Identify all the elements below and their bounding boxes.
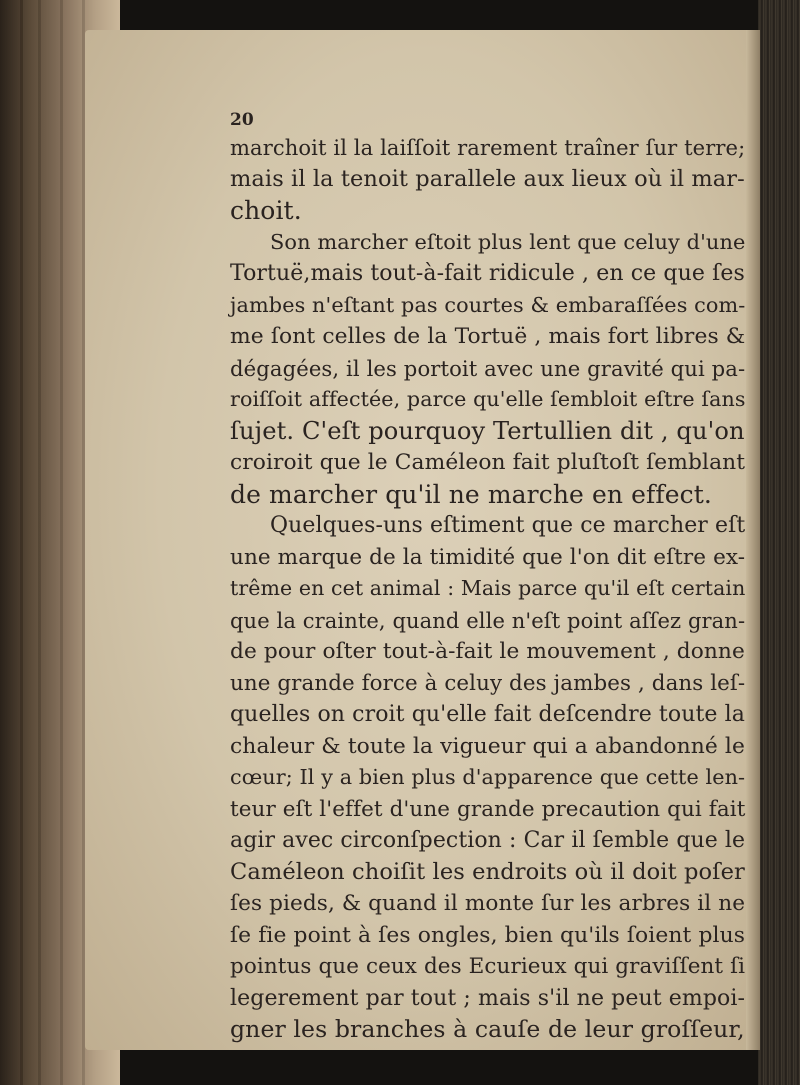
text-line: croiroit que le Caméleon fait pluſtoſt ſemblant (230, 450, 746, 475)
text-line: mais il la tenoit parallele aux lieux où il mar- (230, 165, 745, 192)
text-line: jambes n'eſtant pas courtes & embaraſſées com- (230, 292, 746, 317)
text-line: marchoit il la laiſſoit rarement traîner ſur terre; (230, 135, 746, 160)
text-line: quelles on croit qu'elle fait deſcendre toute la (230, 702, 745, 727)
text-line: ſes pieds, & quand il monte ſur les arbres il ne (230, 891, 746, 916)
page-number: 20 (230, 110, 254, 130)
text-line: Quelques-uns eſtiment que ce marcher eſt (270, 513, 746, 538)
page-body-text (230, 108, 750, 1046)
text-line: trême en cet animal : Mais parce qu'il eſt certain (230, 576, 746, 600)
text-line: que la crainte, quand elle n'eſt point aſſez gran- (230, 607, 746, 633)
text-line: Caméleon choiſit les endroits où il doit poſer (230, 858, 745, 885)
text-line: gner les branches à cauſe de leur groſſeur, (230, 1015, 745, 1043)
text-line: teur eſt l'effet d'une grande precaution qui fait (230, 796, 746, 822)
text-line: Tortuë,mais tout-à-fait ridicule , en ce que ſes (230, 261, 745, 286)
text-line: Son marcher eſtoit plus lent que celuy d'une (270, 229, 746, 254)
text-line: ſe fie point à ſes ongles, bien qu'ils ſoient plus (230, 922, 746, 948)
text-line: me ſont celles de la Tortuë , mais fort libres & (230, 324, 746, 349)
text-line: choit. (230, 196, 302, 225)
text-line: de pour oſter tout-à-fait le mouvement , donne (230, 639, 745, 664)
text-line: une marque de la timidité que l'on dit eſtre ex- (230, 544, 746, 570)
text-line: roiſſoit affectée, parce qu'elle ſembloit eſtre ſans (230, 387, 746, 411)
text-line: une grande force à celuy des jambes , dans leſ- (230, 670, 746, 696)
text-line: dégagées, il les portoit avec une gravité qui pa- (230, 355, 746, 381)
text-line: chaleur & toute la vigueur qui a abandonné le (230, 733, 745, 759)
text-line: ſujet. C'eſt pourquoy Tertullien dit , qu'on (230, 416, 745, 445)
text-line: agir avec circonſpection : Car il ſemble que le (230, 828, 746, 853)
text-line: pointus que ceux des Ecurieux qui graviſſent ſi (230, 954, 746, 979)
page-edges (758, 0, 800, 1085)
text-line: de marcher qu'il ne marche en effect. (230, 479, 712, 509)
text-line: legerement par tout ; mais s'il ne peut empoi- (230, 985, 746, 1011)
text-line: cœur; Il y a bien plus d'apparence que cette len- (230, 765, 746, 789)
